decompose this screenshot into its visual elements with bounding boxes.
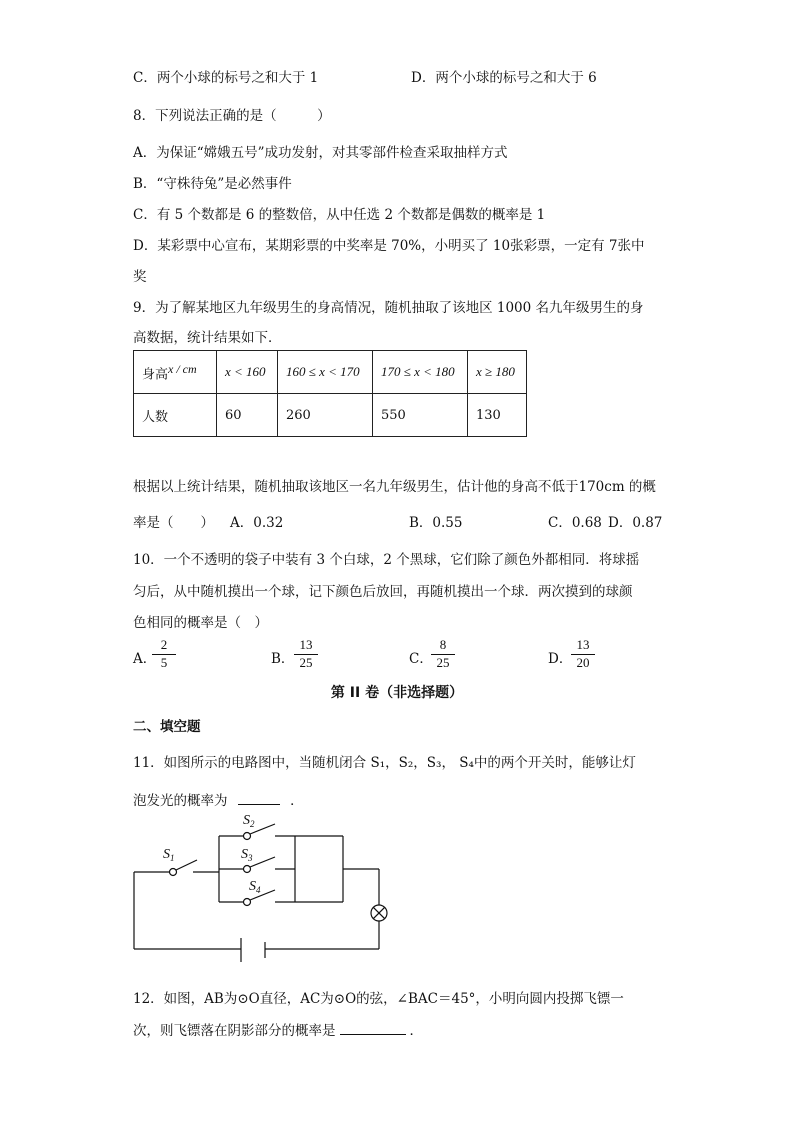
- table-col-1: x < 160: [217, 351, 278, 394]
- q8-option-a: A．为保证“嫦娥五号”成功发射，对其零部件检查采取抽样方式: [133, 145, 508, 161]
- q9-option-a: A．0.32: [230, 515, 284, 531]
- table-col-3: 170 ≤ x < 180: [373, 351, 468, 394]
- height-unit: x / cm: [168, 361, 197, 376]
- q10-option-d-label: D．: [548, 651, 573, 667]
- q11-stem-line1: 11．如图所示的电路图中，当随机闭合 S₁，S₂，S₃， S₄中的两个开关时，能够让灯: [133, 755, 636, 771]
- table-col-2: 160 ≤ x < 170: [278, 351, 373, 394]
- switch-s1-label: $S_1$: [163, 847, 175, 863]
- q9-after-line1: 根据以上统计结果，随机抽取该地区一名九年级男生，估计他的身高不低于170cm 的概: [133, 479, 656, 495]
- q12-stem-line2: 次，则飞镖落在阴影部分的概率是 ．: [133, 1023, 423, 1039]
- q8-option-b: B．“守株待兔”是必然事件: [133, 176, 292, 192]
- switch-s2-label: $S_2$: [243, 813, 255, 829]
- q10-option-b-fraction: 13 25: [294, 637, 318, 671]
- height-stats-table: [133, 350, 527, 437]
- switch-s3-label: $S_3$: [241, 847, 253, 863]
- table-cell: 60: [217, 394, 278, 437]
- section-part-title: 二、填空题: [133, 719, 201, 735]
- q12-stem-line1: 12．如图，AB为⊙O直径，AC为⊙O的弦，∠BAC＝45°，小明向圆内投掷飞镖一: [133, 991, 624, 1007]
- q10-option-a-label: A．: [133, 651, 157, 667]
- q10-option-b-label: B．: [271, 651, 295, 667]
- q10-stem-line1: 10．一个不透明的袋子中装有 3 个白球，2 个黑球，它们除了颜色外都相同．将球摇: [133, 552, 640, 568]
- q10-option-d-fraction: 13 20: [571, 637, 595, 671]
- q10-stem-line2: 匀后，从中随机摸出一个球，记下颜色后放回，再随机摸出一个球．两次摸到的球颜: [133, 584, 633, 600]
- table-row: [134, 394, 527, 437]
- q10-stem-line3: 色相同的概率是（ ）: [133, 615, 268, 631]
- q9-option-d: D．0.87: [608, 515, 663, 531]
- table-header-height: 身高$^{x / cm}$: [134, 351, 217, 394]
- q8-option-d-line2: 奖: [133, 269, 147, 285]
- q10-option-c-label: C．: [409, 651, 433, 667]
- q8-stem: 8．下列说法正确的是（ ）: [133, 108, 331, 124]
- q9-option-b: B．0.55: [409, 515, 463, 531]
- switch-s4-label: $S_4$: [249, 879, 261, 895]
- table-cell: 130: [468, 394, 527, 437]
- circuit-diagram: [125, 812, 395, 972]
- q9-option-c: C．0.68: [548, 515, 602, 531]
- table-cell: 260: [278, 394, 373, 437]
- section-title: 第 II 卷（非选择题）: [330, 685, 464, 701]
- q11-answer-blank[interactable]: [238, 804, 280, 805]
- q9-stem-line1: 9．为了解某地区九年级男生的身高情况，随机抽取了该地区 1000 名九年级男生的身: [133, 300, 644, 316]
- q12-answer-blank[interactable]: [340, 1034, 406, 1035]
- q11-stem-line2: 泡发光的概率为 ．: [133, 793, 304, 809]
- q10-option-c-fraction: 8 25: [431, 637, 455, 671]
- q10-option-a-fraction: 2 5: [152, 637, 176, 671]
- table-row: [134, 351, 527, 394]
- q8-option-c: C．有 5 个数都是 6 的整数倍，从中任选 2 个数都是偶数的概率是 1: [133, 207, 546, 223]
- table-col-4: x ≥ 180: [468, 351, 527, 394]
- table-cell: 550: [373, 394, 468, 437]
- q8-option-d-line1: D．某彩票中心宣布，某期彩票的中奖率是 70%，小明买了 10张彩票，一定有 7张中: [133, 238, 645, 254]
- table-header-count: 人数: [134, 394, 217, 437]
- q9-stem-line2: 高数据，统计结果如下．: [133, 330, 282, 346]
- q7-option-c: C．两个小球的标号之和大于 1: [133, 70, 319, 86]
- q7-option-d: D．两个小球的标号之和大于 6: [411, 70, 597, 86]
- q9-after-line2: 率是（ ）: [133, 515, 214, 531]
